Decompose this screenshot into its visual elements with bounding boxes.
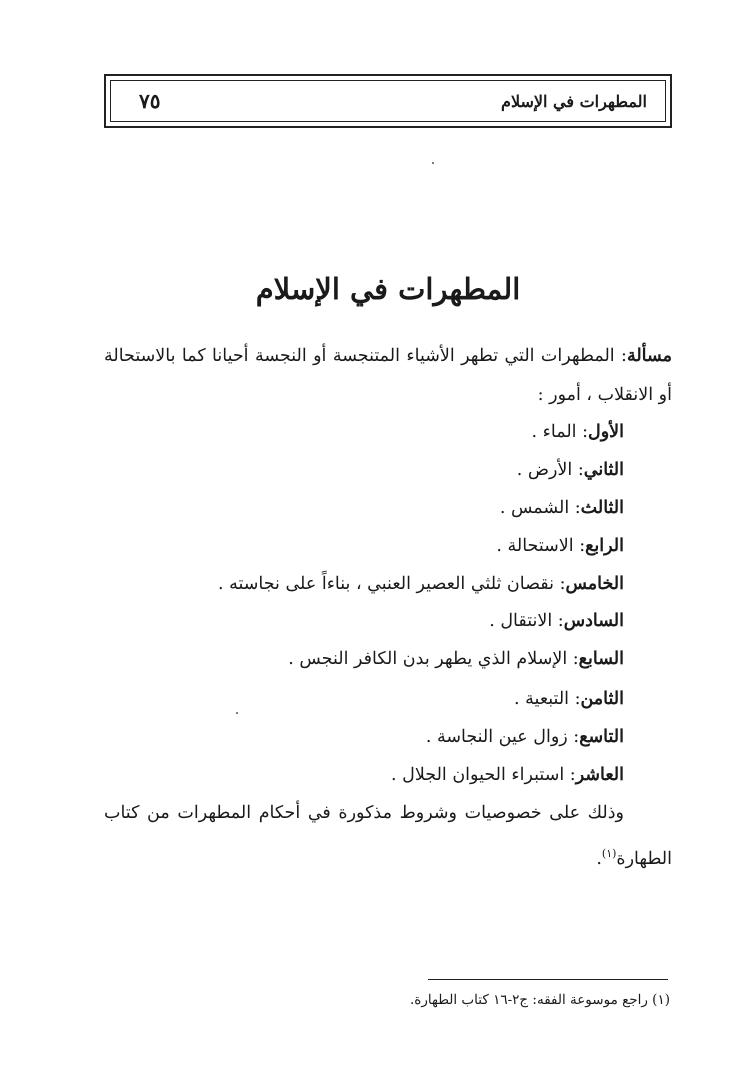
item-term: الثالث	[580, 498, 624, 518]
item-text: : الانتقال .	[489, 611, 564, 631]
list-item	[500, 489, 624, 527]
issue-term: مسألة	[626, 346, 672, 366]
intro-text-2: أو الانقلاب ، أمور :	[537, 385, 672, 405]
list-item	[391, 756, 624, 794]
list-item	[496, 527, 624, 565]
item-text: : استبراء الحيوان الجلال .	[390, 765, 576, 785]
running-title: المطهرات في الإسلام	[501, 91, 647, 111]
item-text: : التبعية .	[514, 689, 581, 709]
item-term: الثاني	[583, 460, 624, 480]
list-item	[288, 640, 624, 678]
item-text: : الأرض .	[516, 460, 584, 480]
footnote: (١) راجع موسوعة الفقه: ج٢-١٦ كتاب الطهارة.	[409, 992, 670, 1008]
item-text: : الإسلام الذي يطهر بدن الكافر النجس .	[288, 649, 579, 669]
item-term: العاشر	[575, 765, 624, 785]
list-item	[517, 451, 624, 489]
item-term: الخامس	[565, 574, 624, 594]
item-term: التاسع	[579, 727, 624, 747]
page-number: ٧٥	[139, 89, 161, 113]
closing-period: .	[596, 848, 602, 869]
closing-line-2	[596, 835, 672, 873]
item-text: : الاستحالة .	[496, 536, 586, 556]
list-item	[532, 413, 624, 451]
main-text	[104, 0, 672, 900]
item-term: السابع	[578, 649, 624, 669]
item-text: : الشمس .	[499, 498, 581, 518]
item-text: : نقصان ثلثي العصير العنبي ، بناءاً على نجاسته .	[217, 574, 566, 594]
item-term: الرابع	[585, 536, 624, 556]
footnote-marker[interactable]: (١)	[601, 847, 617, 860]
closing-text-2: الطهارة	[616, 848, 672, 869]
intro-text-1: : المطهرات التي تطهر الأشياء المتنجسة أو النجسة أحيانا كما بالاستحالة	[104, 346, 627, 366]
item-term: السادس	[563, 611, 624, 631]
intro-line-1	[104, 337, 672, 375]
chapter-title: المطهرات في الإسلام	[255, 272, 521, 306]
item-text: : زوال عين النجاسة .	[425, 727, 580, 747]
footnote-divider	[428, 979, 668, 980]
item-term: الثامن	[580, 689, 624, 709]
list-item	[426, 718, 624, 756]
list-item	[218, 565, 624, 603]
list-item	[514, 680, 624, 718]
list-item	[489, 602, 624, 640]
item-text: : الماء .	[531, 422, 588, 442]
intro-line-2	[538, 376, 672, 414]
closing-line-1	[104, 794, 624, 832]
item-term: الأول	[587, 422, 624, 442]
closing-text-1: وذلك على خصوصيات وشروط مذكورة في أحكام المطهرات من كتاب	[104, 803, 624, 823]
